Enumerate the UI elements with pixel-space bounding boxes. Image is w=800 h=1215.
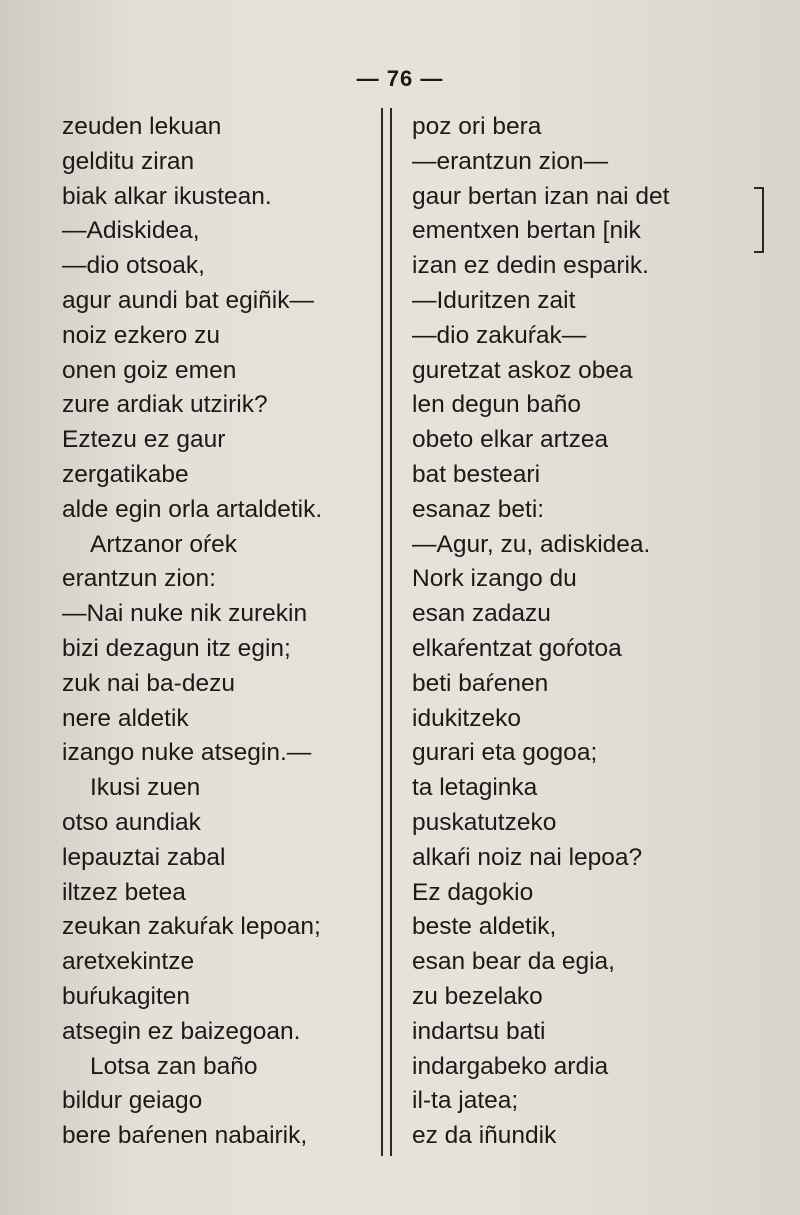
verse-line: iltzez betea [62, 878, 186, 906]
verse-line: noiz ezkero zu [62, 321, 220, 349]
verse-line: zeuden lekuan [62, 113, 222, 140]
verse-line: ez da iñundik [412, 1122, 557, 1150]
verse-line: elkaŕentzat goŕotoa [412, 634, 622, 662]
verse-line: zuk nai ba-dezu [62, 669, 235, 697]
verse-line: —Iduritzen zait [412, 286, 576, 314]
verse-line: izango nuke atsegin.— [62, 739, 312, 767]
verse-line: puskatutzeko [412, 808, 557, 836]
verse-line: len degun baño [412, 391, 581, 419]
verse-line: bizi dezagun itz egin; [62, 634, 291, 662]
verse-line: indartsu bati [412, 1017, 546, 1045]
verse-line: gaur bertan izan nai det [412, 182, 670, 210]
verse-line: biak alkar ikustean. [62, 182, 272, 210]
verse-line: bere baŕenen nabairik, [62, 1122, 308, 1150]
verse-line: otso aundiak [62, 808, 201, 836]
verse-line: beti baŕenen [412, 669, 549, 697]
verse-line: erantzun zion: [62, 565, 216, 593]
verse-line: nere aldetik [62, 704, 189, 732]
verse-line: zeukan zakuŕak lepoan; [62, 913, 321, 941]
verse-line: il-ta jatea; [412, 1087, 519, 1115]
verse-line: —erantzun zion— [412, 147, 609, 175]
verse-line: idukitzeko [412, 704, 521, 732]
verse-line: —Nai nuke nik zurekin [62, 600, 308, 628]
verse-line: Lotsa zan baño [90, 1052, 258, 1080]
verse-line: Eztezu ez gaur [62, 426, 226, 454]
verse-line: bildur geiago [62, 1087, 203, 1115]
verse-line: agur aundi bat egiñik— [62, 286, 314, 314]
closing-bracket [754, 187, 764, 253]
verse-line: —dio zakuŕak— [412, 321, 587, 349]
verse-line: esanaz beti: [412, 495, 545, 523]
verse-line: —Agur, zu, adiskidea. [412, 530, 651, 558]
verse-line: zergatikabe [62, 460, 189, 488]
verse-line: alkaŕi noiz nai lepoa? [412, 843, 643, 871]
verse-line: atsegin ez baizegoan. [62, 1017, 301, 1045]
verse-line: ta letaginka [412, 774, 538, 802]
verse-line: zu bezelako [412, 982, 543, 1010]
verse-line: bat besteari [412, 460, 541, 488]
verse-line: izan ez dedin esparik. [412, 252, 649, 280]
verse-line: aretxekintze [62, 948, 195, 976]
left-column [62, 110, 322, 1154]
verse-line: obeto elkar artzea [412, 426, 609, 454]
verse-line: lepauztai zabal [62, 843, 226, 871]
verse-line: Ez dagokio [412, 878, 534, 906]
verse-line: Nork izango du [412, 565, 577, 593]
verse-line: —dio otsoak, [62, 252, 205, 280]
verse-line: gelditu ziran [62, 147, 195, 175]
verse-line: —Adiskidea, [62, 217, 200, 245]
verse-line: indargabeko ardia [412, 1052, 609, 1080]
verse-line: alde egin orla artaldetik. [62, 495, 323, 523]
verse-line: beste aldetik, [412, 913, 557, 941]
verse-line: esan zadazu [412, 600, 551, 628]
verse-line: poz ori bera [412, 113, 542, 140]
verse-line: gurari eta gogoa; [412, 739, 598, 767]
verse-line: esan bear da egia, [412, 948, 615, 976]
verse-line: zure ardiak utzirik? [62, 391, 268, 419]
verse-line: onen goiz emen [62, 356, 237, 384]
verse-line: Artzanor oŕek [90, 530, 238, 558]
right-column [412, 110, 669, 1154]
verse-line: ementxen bertan [nik [412, 217, 641, 245]
verse-line: Ikusi zuen [90, 774, 201, 802]
verse-line: buŕukagiten [62, 982, 191, 1010]
verse-line: guretzat askoz obea [412, 356, 633, 384]
page-number: — 76 — [356, 66, 444, 91]
column-divider [381, 108, 392, 1156]
